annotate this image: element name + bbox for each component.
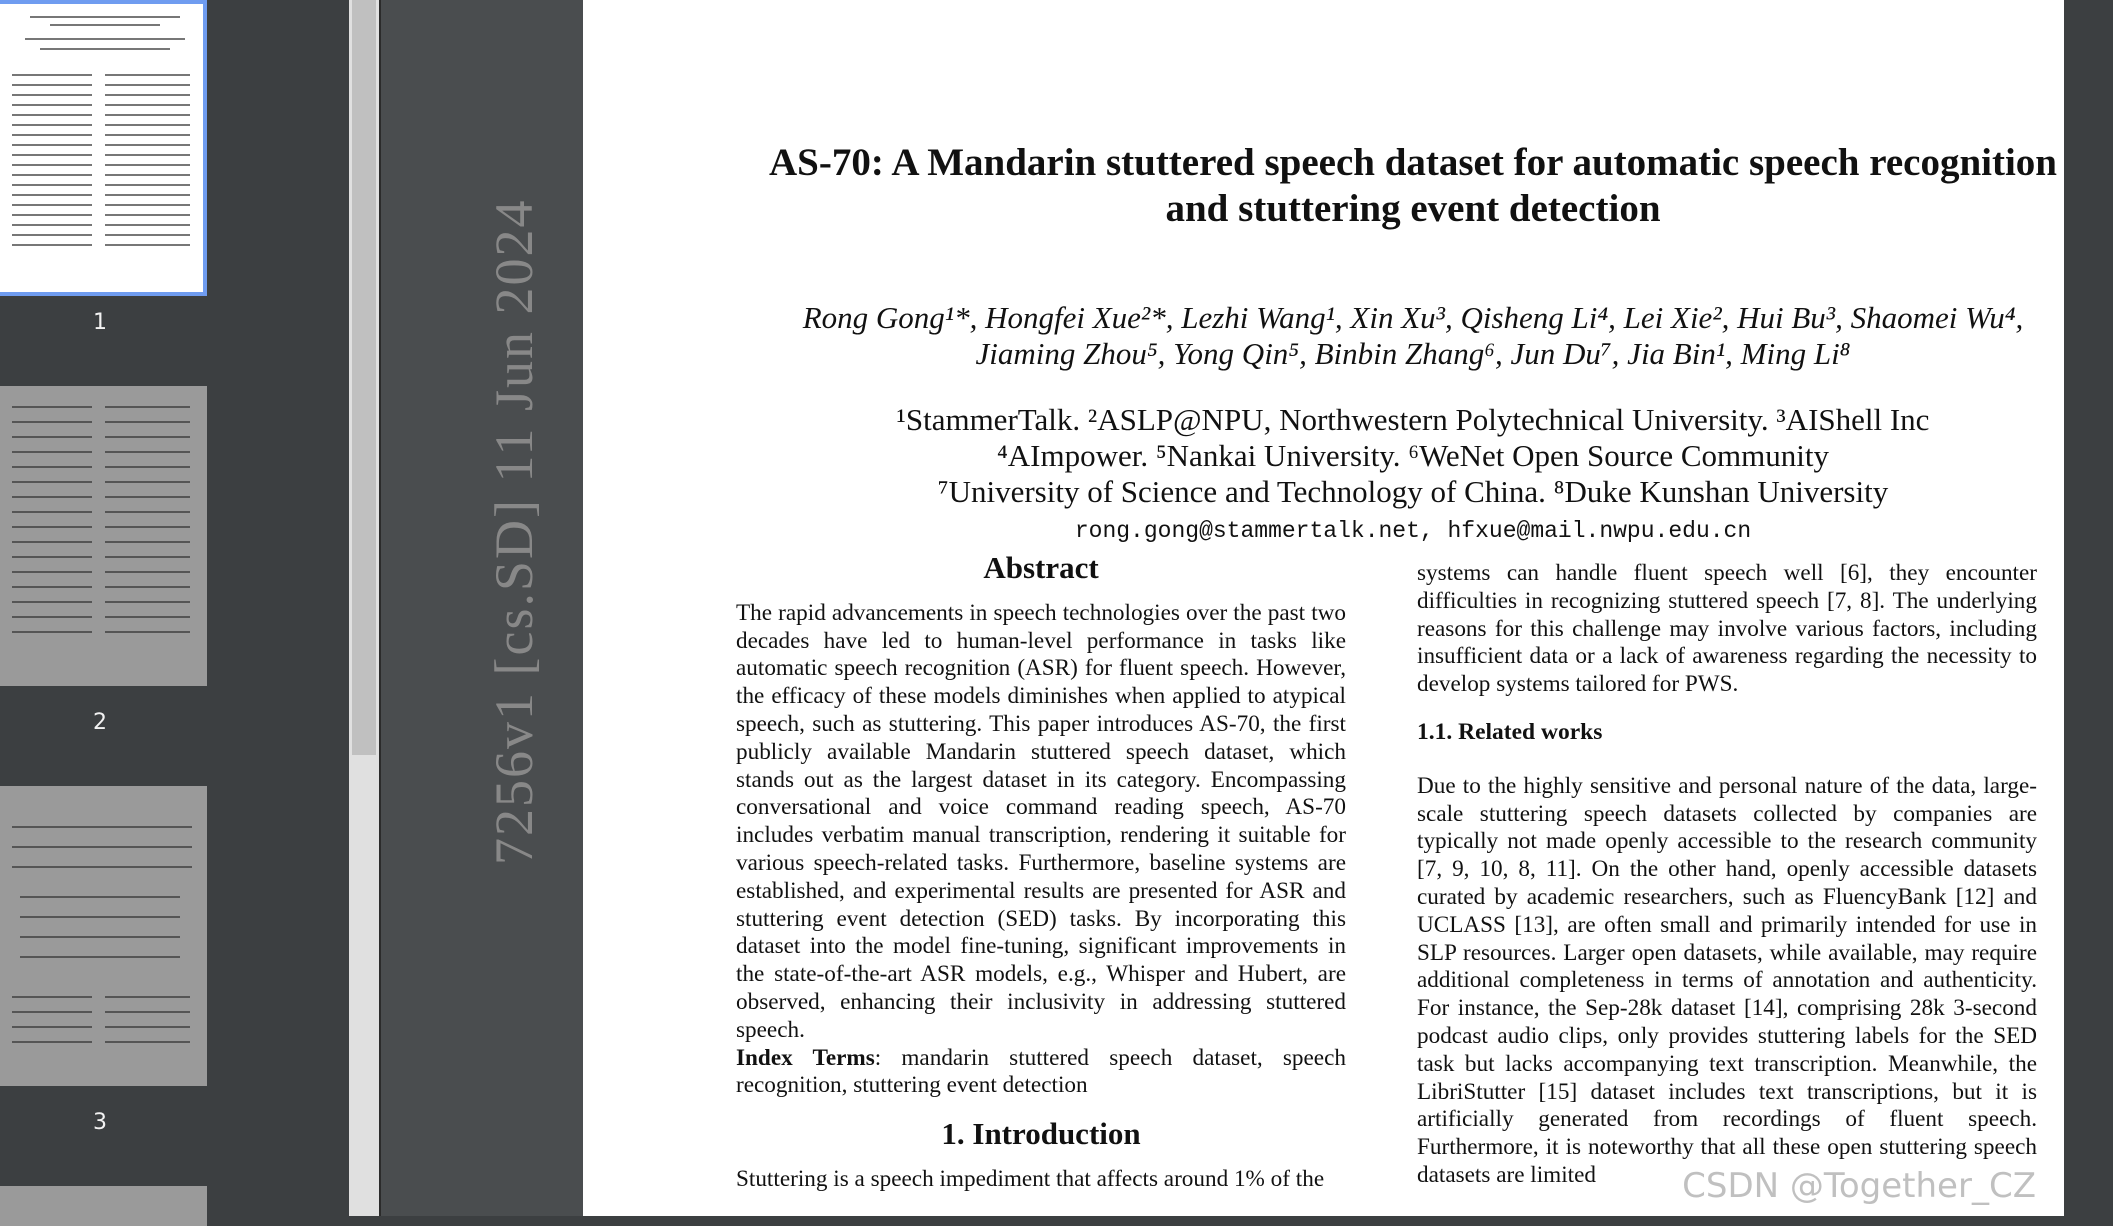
related-works-heading: 1.1. Related works — [1417, 718, 1603, 745]
title-line-1: AS-70: A Mandarin stuttered speech dataset for automatic speech recognition — [769, 141, 2057, 184]
sidebar-scrollbar[interactable] — [349, 0, 379, 1216]
abstract-heading: Abstract — [983, 550, 1099, 585]
page-thumbnail-3[interactable] — [0, 786, 207, 1086]
introduction-text: Stuttering is a speech impediment that affects around 1% of the — [736, 1165, 1325, 1192]
page-thumbnail-2[interactable] — [0, 386, 207, 686]
thumbnail-sidebar — [0, 0, 265, 1216]
arxiv-stamp: 7256v1 [cs.SD] 11 Jun 2024 — [484, 198, 544, 865]
right-paragraph-1: systems can handle fluent speech well [6], they encounter difficulties in recognizing stuttered speech [7, 8]. The underlying reasons for this challenge may involve various factors, including insufficient data or a lack of awareness regarding the necessity to develop systems tailored for PWS. — [1417, 560, 2037, 698]
page-number-1: 1 — [93, 310, 107, 335]
pdf-page — [484, 0, 2064, 1216]
page-number-2: 2 — [93, 710, 107, 735]
index-terms — [736, 1045, 1346, 1101]
affil-line-3: ⁷University of Science and Technology of China. ⁸Duke Kunshan University — [937, 474, 1889, 509]
author-list — [713, 300, 2113, 372]
introduction-heading: 1. Introduction — [941, 1116, 1141, 1152]
csdn-watermark: CSDN @Together_CZ — [1682, 1166, 2036, 1206]
left-column — [736, 550, 1346, 1194]
right-column — [1417, 560, 2037, 1190]
contact-emails: rong.gong@stammertalk.net, hfxue@mail.nwpu.edu.cn — [1074, 518, 1752, 544]
document-viewer — [381, 0, 2064, 1216]
abstract-text: The rapid advancements in speech technologies over the past two decades have led to human-level performance in tasks like automatic speech recognition (ASR) for fluent speech. However, the efficacy of these models diminishes when applied to atypical speech, such as stuttering. This paper introduces AS-70, the first publicly available Mandarin stuttered speech dataset, which stands out as the largest dataset in its category. Encompassing conversational and voice command reading speech, AS-70 includes verbatim manual transcription, rendering it suitable for various speech-related tasks. Furthermore, baseline systems are established, and experimental results are presented for ASR and stuttering event detection (SED) tasks. By incorporating this dataset into the model fine-tuning, significant improvements in the state-of-the-art ASR models, e.g., Whisper and Hubert, are observed, enhancing their inclusivity in addressing stuttered speech. — [736, 599, 1346, 1043]
authors-line-2: Jiaming Zhou⁵, Yong Qin⁵, Binbin Zhang⁶, Jun Du⁷, Jia Bin¹, Ming Li⁸ — [975, 336, 1851, 371]
affil-line-2: ⁴AImpower. ⁵Nankai University. ⁶WeNet Open Source Community — [996, 438, 1830, 473]
index-terms-text: : mandarin stuttered speech dataset, speech recognition, stuttering event detection — [736, 1044, 1346, 1099]
affil-line-1: ¹StammerTalk. ²ASLP@NPU, Northwestern Polytechnical University. ³AIShell Inc — [896, 402, 1930, 437]
page-thumbnail-1[interactable] — [0, 0, 207, 296]
page-thumbnail-4[interactable] — [0, 1186, 207, 1226]
right-paragraph-2: Due to the highly sensitive and personal nature of the data, large-scale stuttering speech datasets collected by companies are typically not made openly accessible to the research community [7, 9, 10, 8, 11]. On the other hand, openly accessible datasets curated by academic researchers, such as FluencyBank [12] and UCLASS [13], are often small and primarily intended for use in SLP resources. Larger open datasets, while available, may require additional completeness in terms of annotation and authenticity. For instance, the Sep-28k dataset [14], comprising 28k 3-second podcast audio clips, only provides stuttering labels for the SED task but lacks accompanying text transcription. Meanwhile, the LibriStutter [15] dataset includes text transcriptions, but it is artificially generated from recordings of fluent speech. Furthermore, it is noteworthy that all these open stuttering speech datasets are limited — [1417, 772, 2037, 1188]
authors-line-1: Rong Gong¹*, Hongfei Xue²*, Lezhi Wang¹, Xin Xu³, Qisheng Li⁴, Lei Xie², Hui Bu³, Shaomei Wu⁴, — [802, 300, 2024, 335]
paper-title — [713, 140, 2113, 232]
sidebar-scrollbar-thumb[interactable] — [352, 0, 376, 755]
index-terms-label: Index Terms — [736, 1044, 875, 1071]
title-line-2: and stuttering event detection — [1165, 187, 1661, 230]
page-number-3: 3 — [93, 1110, 107, 1135]
affiliations — [713, 402, 2113, 510]
